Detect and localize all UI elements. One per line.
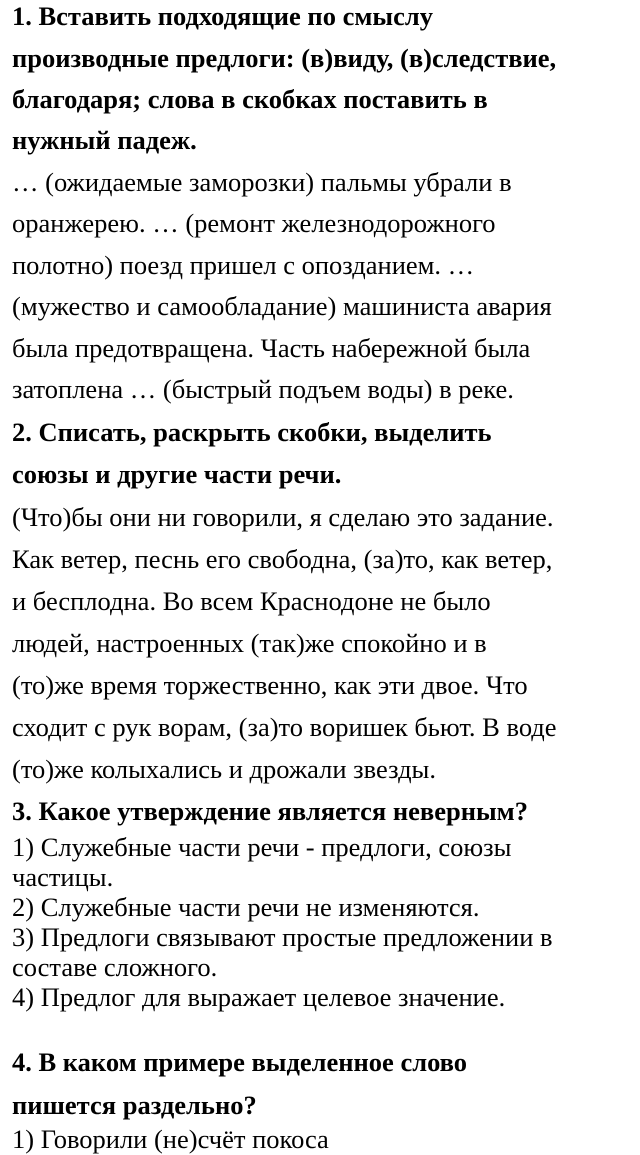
task1-heading-line-3: благодаря; слова в скобках поставить в — [12, 84, 488, 114]
task2-heading-line-2: союзы и другие части речи. — [12, 459, 342, 489]
task4-heading-line-2: пишется раздельно? — [12, 1090, 257, 1120]
task2-text-line-1: (Что)бы они ни говорили, я сделаю это задание. — [12, 502, 554, 532]
task4-option-1-partial: 1) Говорили (не)счёт покоса — [12, 1124, 329, 1154]
task2-text-line-3: и бесплодна. Во всем Краснодоне не было — [12, 586, 491, 616]
task1-text-line-5: была предотвращена. Часть набережной была — [12, 333, 531, 363]
task3-option-1-line-2: частицы. — [12, 862, 114, 892]
task2-text-line-6: сходит с рук ворам, (за)то воришек бьют. В воде — [12, 712, 557, 742]
task3-option-3-line-2: составе сложного. — [12, 952, 218, 982]
task2-text-line-2: Как ветер, песнь его свободна, (за)то, как ветер, — [12, 544, 553, 574]
task1-text-line-4: (мужество и самообладание) машиниста авария — [12, 291, 552, 321]
task2-heading-line-1: 2. Списать, раскрыть скобки, выделить — [12, 417, 492, 447]
task3-option-4: 4) Предлог для выражает целевое значение. — [12, 982, 506, 1012]
task2-text-line-4: людей, настроенных (так)же спокойно и в — [12, 628, 487, 658]
task1-text-line-3: полотно) поезд пришел с опозданием. … — [12, 250, 475, 280]
task1-text-line-6: затоплена … (быстрый подъем воды) в реке. — [12, 374, 514, 404]
task2-text-line-7: (то)же колыхались и дрожали звезды. — [12, 754, 436, 784]
task3-option-3-line-1: 3) Предлоги связывают простые предложении в — [12, 922, 553, 952]
task3-heading: 3. Какое утверждение является неверным? — [12, 796, 528, 826]
task3-option-2: 2) Служебные части речи не изменяются. — [12, 892, 480, 922]
task2-text-line-5: (то)же время торжественно, как эти двое. Что — [12, 670, 528, 700]
task4-heading-line-1: 4. В каком примере выделенное слово — [12, 1047, 468, 1077]
task1-text-line-2: оранжерею. … (ремонт железнодорожного — [12, 208, 496, 238]
task3-option-1-line-1: 1) Служебные части речи - предлоги, союзы — [12, 832, 512, 862]
task1-heading-line-1: 1. Вставить подходящие по смыслу — [12, 1, 433, 31]
task1-heading-line-4: нужный падеж. — [12, 125, 197, 155]
task1-text-line-1: … (ожидаемые заморозки) пальмы убрали в — [12, 167, 512, 197]
task1-heading-line-2: производные предлоги: (в)виду, (в)следствие, — [12, 43, 557, 73]
